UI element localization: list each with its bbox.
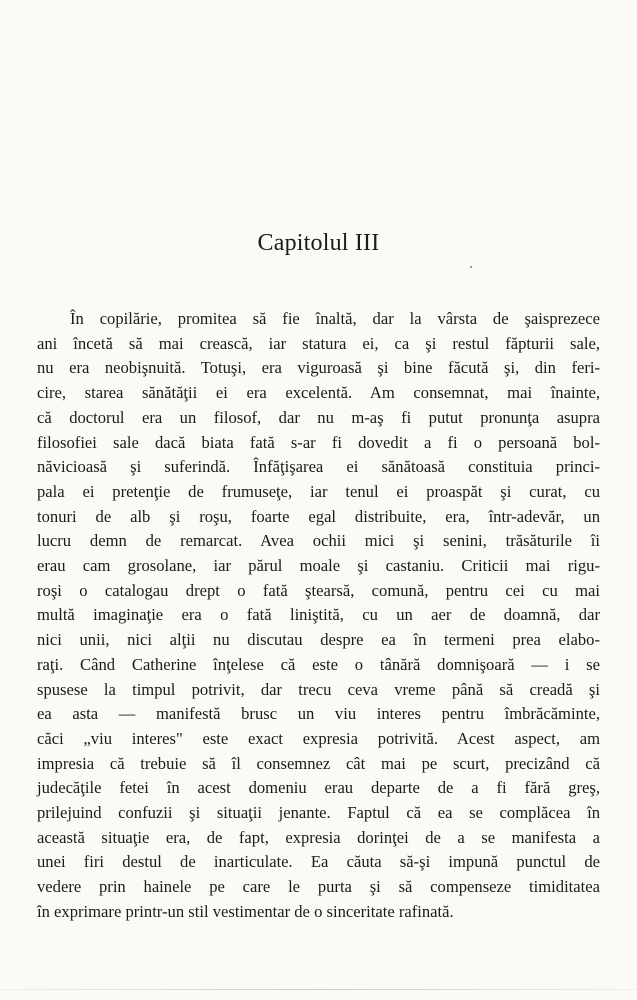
text-line: impresia că trebuie să îl consemnez cât mai pe scurt, precizând că [37, 753, 600, 773]
text-line: căci „viu interes" este exact expresia potrivită. Acest aspect, am [37, 728, 600, 748]
chapter-title: Capitolul III [257, 230, 380, 256]
text-line: roşi o catalogau drept o fată ştearsă, comună, pentru cei cu mai [37, 580, 600, 600]
text-line: nici unii, nici alţii nu discutau despre ea în termeni prea elabo- [37, 630, 600, 650]
body-paragraph [37, 307, 600, 925]
text-line: lucru demn de remarcat. Avea ochii mici şi senini, trăsăturile îi [37, 531, 600, 551]
text-line: În copilărie, promitea să fie înaltă, dar la vârsta de şaisprezece [70, 309, 600, 328]
text-line: pala ei pretenţie de frumuseţe, iar tenul ei proaspăt şi curat, cu [37, 481, 600, 501]
text-line: judecăţile fetei în acest domeniu erau departe de a fi fără greş, [37, 778, 600, 798]
text-line: spusese la timpul potrivit, dar trecu ceva vreme până să creadă şi [37, 679, 600, 699]
text-line: năvicioasă şi suferindă. Înfăţişarea ei sănătoasă constituia princi- [37, 457, 600, 477]
page-bottom-edge [0, 989, 637, 990]
text-line: raţi. Când Catherine înţelese că este o tânără domnişoară — i se [37, 654, 600, 674]
text-line: nu era neobişnuită. Totuşi, era viguroasă şi bine făcută şi, din feri- [37, 358, 600, 378]
text-line: multă imaginaţie era o fată liniştită, cu un aer de doamnă, dar [37, 605, 600, 625]
paper-speck [470, 266, 472, 268]
text-line: erau cam grosolane, iar părul moale şi castaniu. Criticii mai rigu- [37, 556, 600, 576]
text-line: că doctorul era un filosof, dar nu m-aş fi putut pronunţa asupra [37, 407, 600, 427]
text-line: cire, starea sănătăţii ei era excelentă. Am consemnat, mai înainte, [37, 383, 600, 403]
text-line: filosofiei sale dacă biata fată s-ar fi dovedit a fi o persoană bol- [37, 432, 600, 452]
text-line: vedere prin hainele pe care le purta şi să compenseze timiditatea [37, 877, 600, 897]
text-line: ani încetă să mai crească, iar statura ei, ca şi restul făpturii sale, [37, 333, 600, 353]
text-line: unei firi destul de inarticulate. Ea căuta să-şi impună punctul de [37, 852, 600, 872]
text-line: ea asta — manifestă brusc un viu interes pentru îmbrăcăminte, [37, 704, 600, 724]
text-line: tonuri de alb şi roşu, foarte egal distribuite, era, într-adevăr, un [37, 506, 600, 526]
text-line: această situaţie era, de fapt, expresia dorinţei de a se manifesta a [37, 827, 600, 847]
text-line: prilejuind confuzii şi situaţii jenante. Faptul că ea se complăcea în [37, 803, 600, 823]
text-line: în exprimare printr-un stil vestimentar de o sinceritate rafinată. [37, 901, 454, 921]
